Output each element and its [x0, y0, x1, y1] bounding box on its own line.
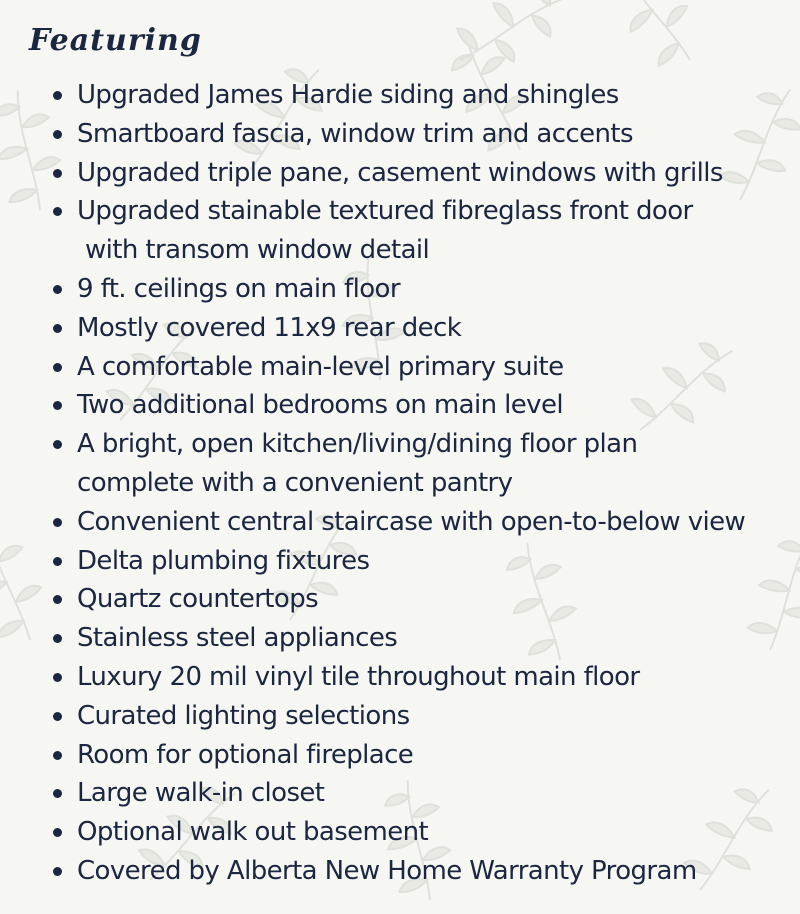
feature-text: Two additional bedrooms on main level: [77, 390, 563, 421]
bullet-icon: [53, 828, 62, 837]
feature-text: Smartboard fascia, window trim and accents: [77, 118, 633, 149]
bullet-icon: [53, 867, 62, 876]
feature-text: Optional walk out basement: [77, 817, 429, 848]
feature-item: [0, 348, 800, 387]
feature-text: Mostly covered 11x9 rear deck: [77, 312, 462, 343]
feature-text: A comfortable main-level primary suite: [77, 351, 564, 382]
feature-item: [0, 813, 800, 852]
feature-item: [0, 658, 800, 697]
feature-text: Stainless steel appliances: [77, 623, 398, 654]
bullet-icon: [53, 401, 62, 410]
bullet-icon: [53, 324, 62, 333]
feature-text: Delta plumbing fixtures: [77, 545, 370, 576]
feature-item: [0, 76, 800, 115]
bullet-icon: [53, 363, 62, 372]
feature-text: Upgraded triple pane, casement windows with grills: [77, 157, 723, 188]
feature-item: [0, 852, 800, 891]
bullet-icon: [53, 285, 62, 294]
bullet-icon: [53, 518, 62, 527]
feature-item: [0, 503, 800, 542]
feature-item: [0, 386, 800, 425]
feature-text: A bright, open kitchen/living/dining floor plan: [77, 429, 638, 460]
feature-item: [0, 192, 800, 270]
feature-item: [0, 542, 800, 581]
feature-item: [0, 774, 800, 813]
feature-text-continued: complete with a convenient pantry: [77, 467, 513, 498]
feature-text: Curated lighting selections: [77, 700, 410, 731]
feature-item: [0, 425, 800, 503]
bullet-icon: [53, 751, 62, 760]
feature-text-continued: with transom window detail: [85, 235, 430, 266]
feature-item: [0, 115, 800, 154]
bullet-icon: [53, 440, 62, 449]
bullet-icon: [53, 712, 62, 721]
bullet-icon: [53, 557, 62, 566]
feature-item: [0, 154, 800, 193]
bullet-icon: [53, 634, 62, 643]
feature-item: [0, 619, 800, 658]
feature-item: [0, 270, 800, 309]
feature-text: Covered by Alberta New Home Warranty Program: [77, 855, 697, 886]
feature-item: [0, 697, 800, 736]
bullet-icon: [53, 207, 62, 216]
feature-text: Upgraded James Hardie siding and shingles: [77, 80, 619, 110]
bullet-icon: [53, 673, 62, 682]
feature-text: Upgraded stainable textured fibreglass front door: [77, 196, 693, 227]
feature-text: Large walk-in closet: [77, 778, 325, 809]
feature-item: [0, 736, 800, 775]
page-title: Featuring: [29, 23, 202, 58]
feature-text: Quartz countertops: [77, 584, 319, 615]
bullet-icon: [53, 595, 62, 604]
bullet-icon: [53, 169, 62, 178]
feature-text: Luxury 20 mil vinyl tile throughout main floor: [77, 661, 640, 692]
bullet-icon: [53, 130, 62, 139]
feature-text: Convenient central staircase with open-to-below view: [77, 506, 746, 537]
feature-list: [0, 76, 800, 891]
bullet-icon: [53, 789, 62, 798]
feature-item: [0, 580, 800, 619]
feature-item: [0, 309, 800, 348]
feature-text: Room for optional fireplace: [77, 739, 414, 770]
feature-text: 9 ft. ceilings on main floor: [77, 273, 400, 304]
bullet-icon: [53, 91, 62, 100]
